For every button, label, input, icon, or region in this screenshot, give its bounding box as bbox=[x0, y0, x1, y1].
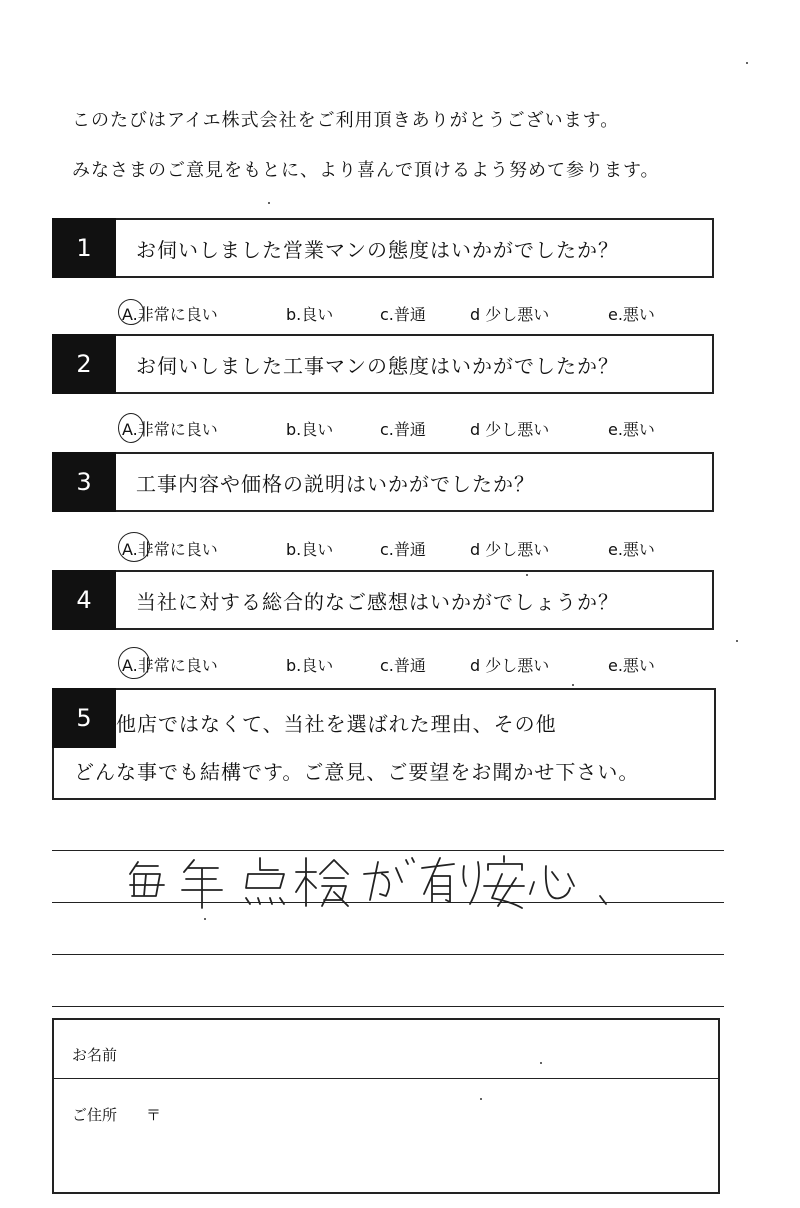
scan-speck bbox=[268, 202, 270, 204]
option-d[interactable]: d 少し悪い bbox=[470, 305, 550, 324]
question-4 bbox=[52, 570, 714, 630]
name-label: お名前 bbox=[72, 1046, 118, 1064]
intro-line-2: みなさまのご意見をもとに、より喜んで頂けるよう努めて参ります。 bbox=[72, 160, 660, 181]
option-c[interactable]: c.普通 bbox=[380, 540, 426, 559]
scan-speck bbox=[736, 640, 738, 642]
option-c[interactable]: c.普通 bbox=[380, 305, 426, 324]
option-b[interactable]: b.良い bbox=[286, 305, 334, 324]
question-2 bbox=[52, 334, 714, 394]
question-text: お伺いしました営業マンの態度はいかがでしたか？ bbox=[136, 237, 619, 262]
comment-line-3 bbox=[52, 954, 724, 955]
selection-circle bbox=[118, 647, 150, 679]
scan-speck bbox=[746, 62, 748, 64]
question-5 bbox=[52, 688, 716, 800]
selection-circle bbox=[118, 532, 150, 562]
option-a[interactable]: A.非常に良い bbox=[122, 656, 218, 675]
option-b[interactable]: b.良い bbox=[286, 540, 334, 559]
question-number: 5 bbox=[52, 688, 116, 748]
option-d[interactable]: d 少し悪い bbox=[470, 540, 550, 559]
question-number: 3 bbox=[52, 452, 116, 512]
question-3 bbox=[52, 452, 714, 512]
option-b[interactable]: b.良い bbox=[286, 656, 334, 675]
question-text-line-1: 他店ではなくて、当社を選ばれた理由、その他 bbox=[116, 712, 557, 736]
selection-circle bbox=[118, 299, 144, 325]
question-text: 当社に対する総合的なご感想はいかがでしょうか？ bbox=[136, 589, 619, 614]
option-e[interactable]: e.悪い bbox=[608, 305, 655, 324]
scan-speck bbox=[540, 1062, 542, 1064]
scan-speck bbox=[572, 684, 574, 686]
contact-divider bbox=[54, 1078, 718, 1079]
contact-box bbox=[52, 1018, 720, 1194]
question-1 bbox=[52, 218, 714, 278]
option-a[interactable]: A.非常に良い bbox=[122, 420, 218, 439]
question-number: 1 bbox=[52, 218, 116, 278]
question-text: 工事内容や価格の説明はいかがでしたか？ bbox=[136, 471, 535, 496]
question-text-line-2: どんな事でも結構です。ご意見、ご要望をお聞かせ下さい。 bbox=[74, 760, 640, 784]
option-c[interactable]: c.普通 bbox=[380, 420, 426, 439]
option-e[interactable]: e.悪い bbox=[608, 420, 655, 439]
address-label: ご住所 bbox=[72, 1106, 118, 1124]
scan-speck bbox=[204, 918, 206, 920]
scan-speck bbox=[526, 574, 528, 576]
intro-line-1: このたびはアイエ株式会社をご利用頂きありがとうございます。 bbox=[72, 110, 620, 131]
comment-line-4 bbox=[52, 1006, 724, 1007]
option-a[interactable]: A.非常に良い bbox=[122, 305, 218, 324]
option-b[interactable]: b.良い bbox=[286, 420, 334, 439]
option-e[interactable]: e.悪い bbox=[608, 656, 655, 675]
option-d[interactable]: d 少し悪い bbox=[470, 656, 550, 675]
option-a[interactable]: A.非常に良い bbox=[122, 540, 218, 559]
question-text: お伺いしました工事マンの態度はいかがでしたか？ bbox=[136, 353, 619, 378]
scan-speck bbox=[480, 1098, 482, 1100]
question-number: 4 bbox=[52, 570, 116, 630]
comment-line-1 bbox=[52, 850, 724, 851]
postal-mark: 〒 bbox=[146, 1106, 162, 1124]
selection-circle bbox=[118, 413, 144, 443]
question-number: 2 bbox=[52, 334, 116, 394]
option-d[interactable]: d 少し悪い bbox=[470, 420, 550, 439]
option-e[interactable]: e.悪い bbox=[608, 540, 655, 559]
handwritten-comment bbox=[120, 852, 640, 912]
option-c[interactable]: c.普通 bbox=[380, 656, 426, 675]
